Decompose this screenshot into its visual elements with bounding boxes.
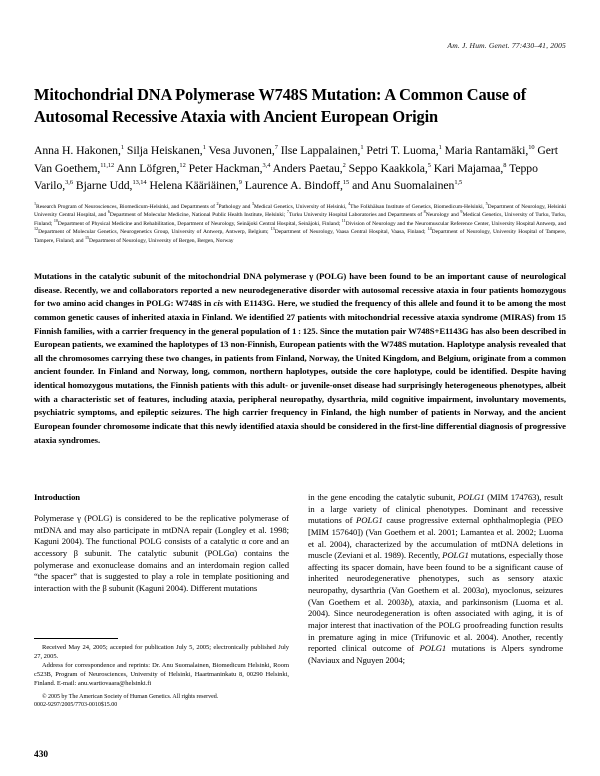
introduction-paragraph-left: Polymerase γ (POLG) is considered to be the replicative polymerase of mtDNA and may also participate in mtDNA repair (Longley et al. 1998; Kaguni 2004). The functional POLG consists of a catalytic α core and an accessory β subunit. The catalytic subunit (POLGα) contains the polymerase and exonuclease domains and an interdomain region called “the spacer” that is suggested to play a role in template positioning and interaction with the β subunit (Kaguni 2004). Different mutations: [34, 513, 289, 593]
affiliations: $^1$Research Program of Neurosciences, Biomedicum-Helsinki, and Departments of $^2$Pathology and $^3$Medical Genetics, University of Helsinki, $^4$The Folkhälsan Institute of Genetics, Biomedicum-Helsinki, $^5$Department of Neurology, Helsinki University Central Hospital, and $^6$Department of Molecular Medicine, National Public Health Institute, Helsinki; $^7$Turku University Hospital Laboratories and Departments of $^8$Neurology and $^9$Medical Genetics, University of Turku, Turku, Finland; $^{10}$Department of Physical Medicine and Rehabilitation, Department of Neurology, Seinäjoki Central Hospital, Seinäjoki, Finland; $^{11}$Division of Neurology and the Neuromuscular Reference Center, University Hospital Antwerp, and $^{12}$Department of Molecular Genetics, Neurogenetics Group, University of Antwerp, Antwerp, Belgium; $^{13}$Department of Neurology, Vaasa Central Hospital, Vaasa, Finland; $^{14}$Department of Neurology, University Hospital of Tampere, Tampere, Finland; and $^{15}$Department of Neurology, University of Bergen, Bergen, Norway: [34, 201, 567, 244]
author-list: Anna H. Hakonen,$^1$ Silja Heiskanen,$^1$ Vesa Juvonen,$^7$ Ilse Lappalainen,$^1$ Petri T. Luoma,$^1$ Maria Rantamäki,$^{10}$ Gert Van Goethem,$^{11,12}$ Ann Löfgren,$^{12}$ Peter Hackman,$^{3,4}$ Anders Paetau,$^2$ Seppo Kaakkola,$^5$ Kari Majamaa,$^8$ Teppo Varilo,$^{3,6}$ Bjarne Udd,$^{13,14}$ Helena Kääriäinen,$^9$ Laurence A. Bindoff,$^{15}$ and Anu Suomalainen$^{1,5}$: [34, 144, 558, 192]
page-title: Mitochondrial DNA Polymerase W748S Mutation: A Common Cause of Autosomal Recessive Ataxia with Ancient European Origin: [34, 85, 527, 126]
footnote-received: Received May 24, 2005; accepted for publication July 5, 2005; electronically published July 27, 2005.: [34, 644, 289, 660]
introduction-paragraph-right: in the gene encoding the catalytic subunit, POLG1 (MIM 174763), result in a large variety of clinical phenotypes. Dominant and recessive mutations of POLG1 cause progressive external ophthalmoplegia (PEO [MIM 157640]) (Van Goethem et al. 2001; Lamantea et al. 2002; Luoma et al. 2004), characterized by the accumulation of mtDNA deletions in muscle (Zeviani et al. 1989). Recently, POLG1 mutations, especially those affecting its spacer domain, have been found to be a significant cause of inherited neurodegenerative phenotypes, such as sensory ataxic neuropathy, dysarthria (Van Goethem et al. 2003a), myoclonus, seizures (Van Goethem et al. 2003b), ataxia, and parkinsonism (Luoma et al. 2004). Since neurodegeneration is often associated with aging, it is of major interest that inactivation of the POLG proofreading function results in premature aging in mice (Trifunovic et al. 2004). Another, recently reported clinical outcome of POLG1 mutations is Alpers syndrome (Naviaux and Nguyen 2004;: [308, 492, 564, 665]
running-head: Am. J. Hum. Genet. 77:430–41, 2005: [447, 41, 566, 50]
column-left: [34, 492, 289, 709]
issn-line: 0002-9297/2005/7703-0010$15.00: [34, 702, 118, 709]
abstract: Mutations in the catalytic subunit of the mitochondrial DNA polymerase γ (POLG) have been found to be an important cause of neurological disease. Recently, we and collaborators reported a new neurodegenerative disorder with autosomal recessive ataxia in four patients homozygous for two amino acid changes in POLG: W748S in cis with E1143G. Here, we studied the frequency of this allele and found it to be among the most common genetic causes of inherited ataxia in Finland. We identified 27 patients with mitochondrial recessive ataxia syndrome (MIRAS) from 15 Finnish families, with a carrier frequency in the general population of 1 : 125. Since the mutation pair W748S+E1143G has also been described in European patients, we examined the haplotypes of 13 non-Finnish, European patients with the W748S mutation. Haplotype analysis revealed that all the chromosomes carrying these two changes, in patients from Finland, Norway, the United Kingdom, and Belgium, originate from a common ancient founder. In Finland and Norway, long, common, northern haplotypes, outside the core haplotype, could be identified. Despite having identical homozygous mutations, the Finnish patients with this adult- or juvenile-onset disease had surprisingly heterogeneous phenotypes, albeit with a characteristic set of features, including ataxia, peripheral neuropathy, dysarthria, mild cognitive impairment, involuntary movements, psychiatric symptoms, and epileptic seizures. The high carrier frequency in Finland, the high number of patients in Norway, and the ancient European founder chromosome indicate that this newly identified ataxia should be considered in the first-line differential diagnosis of progressive ataxia syndromes.: [34, 271, 566, 445]
body-columns: [34, 492, 566, 709]
page-number: 430: [34, 750, 49, 760]
copyright-line: © 2005 by The American Society of Human Genetics. All rights reserved.: [42, 693, 219, 700]
footnote-address: Address for correspondence and reprints: Dr. Anu Suomalainen, Biomedicum Helsinki, Room c523B, Program of Neurosciences, University of Helsinki, Haartmaninkatu 8, 00290 Helsinki, Finland. E-mail: anu.wartiovaara@helsinki.fi: [34, 661, 289, 687]
section-heading-introduction: Introduction: [34, 492, 81, 502]
footnote-divider: [34, 638, 118, 639]
column-right: [308, 492, 563, 667]
footnote-text: [34, 644, 289, 689]
copyright-block: [34, 693, 289, 710]
footnote-block: [34, 629, 289, 710]
